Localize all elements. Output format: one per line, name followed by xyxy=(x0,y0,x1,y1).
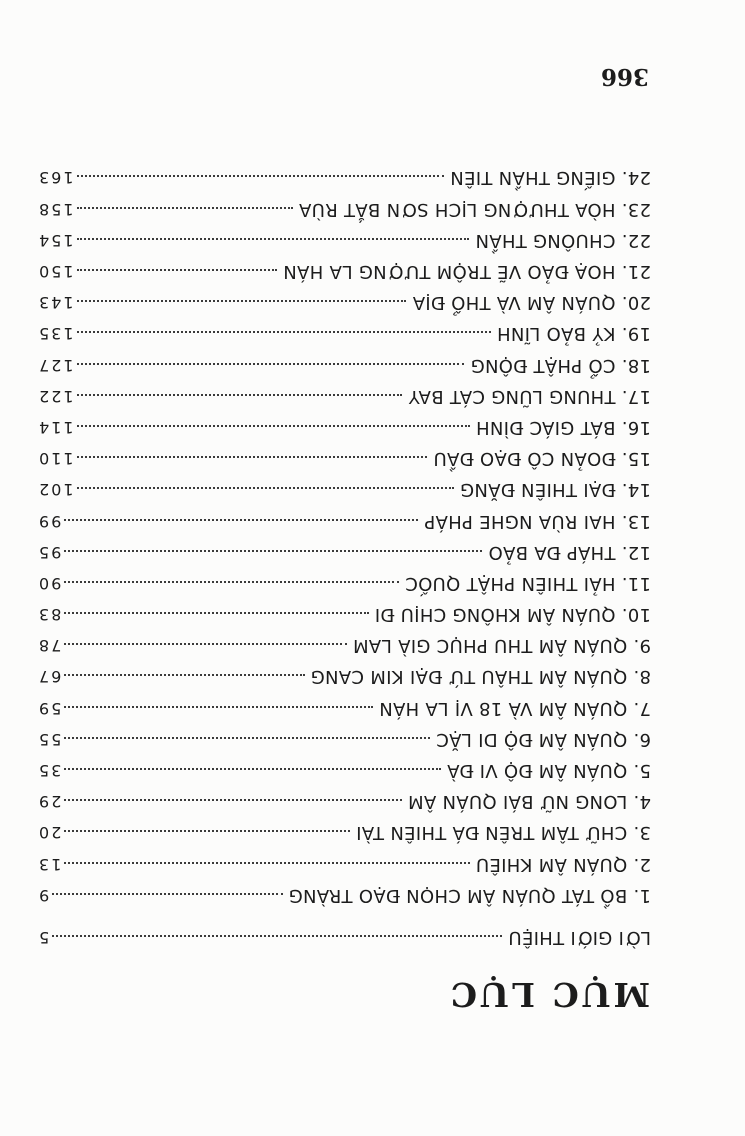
toc-dot-leader xyxy=(77,331,491,333)
toc-entry-label: 17. THUNG LŨNG CÁT BAY xyxy=(408,385,651,407)
toc-entry xyxy=(37,625,651,656)
toc-entry-page: 102 xyxy=(37,480,74,500)
toc-dot-leader xyxy=(77,456,428,458)
toc-entry-page: 158 xyxy=(37,199,74,219)
toc-entry-page: 35 xyxy=(37,761,62,781)
toc-dot-leader xyxy=(77,269,277,271)
toc-entry-label: LỜI GIỚI THIỆU xyxy=(508,927,651,948)
toc-entry-page: 127 xyxy=(37,355,74,375)
toc-entry xyxy=(37,438,651,469)
toc-entry-label: 21. HOẠ ĐẢO VẼ TRỘM TƯỢNG LA HÁN xyxy=(283,261,651,283)
toc-entry xyxy=(37,282,651,313)
toc-entry xyxy=(37,843,651,874)
toc-entry-page: 59 xyxy=(37,698,62,718)
toc-dot-leader xyxy=(77,176,444,178)
toc-entry-label: 16. BÁT GIÁC ĐÌNH xyxy=(475,417,651,438)
toc-entry xyxy=(37,376,651,407)
toc-dot-leader xyxy=(77,425,470,427)
toc-entry-page: 5 xyxy=(37,928,50,947)
toc-entry xyxy=(37,407,651,438)
toc-entry xyxy=(37,500,651,531)
toc-entry-page: 9 xyxy=(37,885,50,905)
toc-dot-leader xyxy=(77,487,454,489)
toc-dot-leader xyxy=(64,612,368,614)
toc-entry-label: 23. HÒA THƯỢNG LỊCH SƠN BẮT RÙA xyxy=(298,198,651,220)
toc-entry-page: 150 xyxy=(37,262,74,282)
toc-entry-page: 90 xyxy=(37,573,62,593)
toc-entry-page: 20 xyxy=(37,823,62,843)
toc-entry xyxy=(37,750,651,781)
toc-dot-leader xyxy=(64,519,418,521)
toc-entry-label: 14. ĐẠI THIÊN ĐĂNG xyxy=(459,479,651,501)
toc-dot-leader xyxy=(64,643,346,645)
toc-entry-page: 143 xyxy=(37,293,74,313)
toc-entry xyxy=(37,251,651,282)
table-of-contents xyxy=(37,157,651,948)
page-title: MỤC LỤC xyxy=(447,975,650,1014)
toc-entry-label: 9. QUÁN ÂM THU PHỤC GIÀ LAM xyxy=(352,635,651,657)
page-number: 366 xyxy=(600,63,649,90)
toc-entry xyxy=(37,594,651,625)
toc-entry-page: 55 xyxy=(37,729,62,749)
toc-dot-leader xyxy=(64,550,482,552)
toc-entry-label: 7. QUÁN ÂM VÀ 18 VỊ LA HÁN xyxy=(378,697,651,719)
toc-entry-page: 99 xyxy=(37,511,62,531)
toc-dot-leader xyxy=(64,737,430,739)
toc-entry-page: 110 xyxy=(37,449,74,469)
toc-entry xyxy=(37,469,651,500)
toc-entry xyxy=(37,875,651,906)
toc-dot-leader xyxy=(77,394,403,396)
toc-entry-page: 154 xyxy=(37,230,74,250)
toc-entry xyxy=(37,719,651,750)
toc-entry-label: 22. CHUÔNG THẦN xyxy=(475,229,651,251)
toc-entry-page: 13 xyxy=(37,854,62,874)
toc-entry-page: 95 xyxy=(37,542,62,562)
toc-entry-label: 2. QUÁN ÂM KHIÊU xyxy=(475,853,651,875)
toc-entry-page: 163 xyxy=(37,168,74,188)
toc-entry xyxy=(37,781,651,812)
toc-dot-leader xyxy=(64,830,350,832)
toc-entry xyxy=(37,532,651,563)
toc-dot-leader xyxy=(64,768,441,770)
toc-entry-label: 3. CHỮ TÂM TRÊN ĐÁ THIÊN TÀI xyxy=(355,822,651,844)
toc-entry-page: 114 xyxy=(37,418,74,437)
toc-dot-leader xyxy=(77,363,465,365)
toc-dot-leader xyxy=(64,706,373,708)
toc-entry-page: 83 xyxy=(37,605,62,625)
toc-dot-leader xyxy=(77,207,293,209)
toc-entry-label: 15. ĐOẢN CÔ ĐẠO ĐẦU xyxy=(433,448,651,470)
toc-entry-label: 24. GIẾNG THẦN TIÊN xyxy=(450,167,651,189)
toc-dot-leader xyxy=(64,675,304,677)
toc-entry xyxy=(37,220,651,251)
toc-dot-leader xyxy=(64,581,399,583)
toc-entry-label: 20. QUÁN ÂM VÀ THỔ ĐỊA xyxy=(412,292,651,314)
toc-entry-label: 13. HAI RÙA NGHE PHÁP xyxy=(424,510,651,532)
toc-dot-leader xyxy=(64,799,401,801)
toc-entry-label: 12. THÁP ĐA BẢO xyxy=(488,541,651,563)
toc-entry-label: 5. QUÁN ÂM ĐỘ VI ĐÀ xyxy=(446,760,651,782)
toc-entry xyxy=(37,157,651,188)
toc-entry-page: 67 xyxy=(37,667,62,687)
toc-entry-label: 10. QUÁN ÂM KHÔNG CHỊU ĐI xyxy=(374,604,651,626)
toc-entry-page: 122 xyxy=(37,386,74,406)
toc-entry xyxy=(37,344,651,375)
toc-entry-label: 19. KỶ BẢO LĨNH xyxy=(496,323,651,345)
toc-entry xyxy=(37,812,651,843)
toc-entry-page: 78 xyxy=(37,636,62,656)
toc-entry-label: 6. QUÁN ÂM ĐỘ DI LẶC xyxy=(436,728,651,750)
toc-entry-label: 1. BỒ TÁT QUÁN ÂM CHỌN ĐẠO TRÀNG xyxy=(288,884,651,906)
toc-intro-entry xyxy=(37,917,651,948)
toc-dot-leader xyxy=(64,862,469,864)
toc-dot-leader xyxy=(77,300,407,302)
toc-entry xyxy=(37,656,651,687)
toc-dot-leader xyxy=(52,935,502,937)
toc-entry-label: 18. CỔ PHẬT ĐỘNG xyxy=(470,354,651,376)
toc-entry-label: 4. LONG NỮ BÁI QUÁN ÂM xyxy=(407,791,651,813)
toc-entry xyxy=(37,189,651,220)
toc-entry-page: 29 xyxy=(37,792,62,812)
toc-entry-label: 11. HẢI THIÊN PHẬT QUỐC xyxy=(404,572,651,594)
toc-dot-leader xyxy=(77,238,470,240)
toc-entry-page: 135 xyxy=(37,324,74,344)
toc-entry xyxy=(37,313,651,344)
toc-entry xyxy=(37,563,651,594)
toc-dot-leader xyxy=(52,893,282,895)
toc-entry-label: 8. QUÁN ÂM THÂU TỨ ĐẠI KIM CANG xyxy=(310,666,651,688)
toc-entry xyxy=(37,688,651,719)
